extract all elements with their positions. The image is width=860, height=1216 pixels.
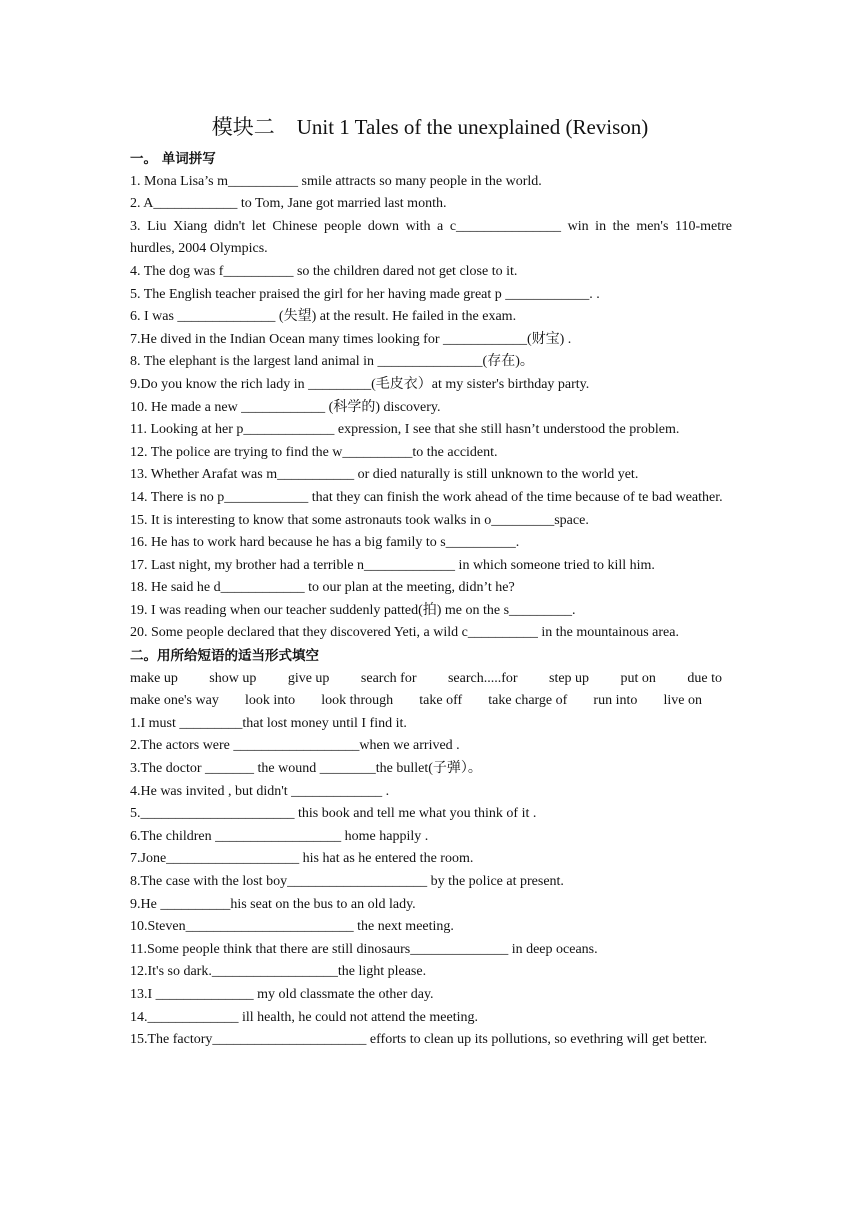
phrase: look into: [244, 693, 296, 709]
phrase: search.....for: [447, 670, 518, 686]
spelling-item: 7.He dived in the Indian Ocean many times looking for ____________(财宝) .: [130, 331, 572, 347]
spelling-item: 5. The English teacher praised the girl for her having made great p ____________. .: [130, 286, 600, 302]
phrase: show up: [209, 670, 257, 686]
phrase-item: 3.The doctor _______ the wound ________the bullet(子弹）。: [130, 761, 482, 777]
phrase-item: 15.The factory______________________ efforts to clean up its pollutions, so evethring will get better.: [130, 1032, 708, 1048]
spelling-item: 8. The elephant is the largest land animal in _______________(存在)。: [130, 354, 534, 370]
phrase: search for: [360, 670, 417, 686]
phrase-item: 6.The children __________________ home happily .: [130, 828, 429, 844]
phrase: due to: [687, 670, 722, 686]
phrase: step up: [549, 670, 590, 686]
phrase-item: 4.He was invited , but didn't _____________ .: [130, 783, 390, 799]
section-heading-spelling: 一。 单词拼写: [130, 151, 216, 167]
spelling-item: 20. Some people declared that they discovered Yeti, a wild c__________ in the mountainous area.: [130, 625, 679, 641]
spelling-item: 2. A____________ to Tom, Jane got married last month.: [130, 196, 447, 212]
spelling-item: 4. The dog was f__________ so the children dared not get close to it.: [130, 263, 518, 279]
spelling-item: 14. There is no p____________ that they can finish the work ahead of the time because of te bad weather.: [130, 489, 723, 505]
phrase-item: 11.Some people think that there are still dinosaurs______________ in deep oceans.: [130, 941, 598, 957]
page-title-en: Unit 1 Tales of the unexplained (Revison): [296, 115, 649, 139]
spelling-item: 13. Whether Arafat was m___________ or died naturally is still unknown to the world yet.: [130, 467, 639, 483]
phrase-item: 5.______________________ this book and tell me what you think of it .: [130, 806, 537, 822]
phrase-item: 13.I ______________ my old classmate the other day.: [130, 986, 434, 1002]
phrase: take off: [419, 693, 463, 709]
phrase-item: 7.Jone___________________ his hat as he entered the room.: [130, 851, 474, 867]
phrase: give up: [287, 670, 330, 686]
worksheet-content: [130, 148, 732, 1052]
phrase: put on: [620, 670, 656, 686]
section-heading-phrases: 二。用所给短语的适当形式填空: [130, 648, 319, 665]
spelling-item: 16. He has to work hard because he has a big family to s__________.: [130, 535, 520, 551]
spelling-item: 6. I was ______________ (失望) at the result. He failed in the exam.: [130, 309, 517, 325]
spelling-item: 17. Last night, my brother had a terrible n_____________ in which someone tried to kill him.: [130, 557, 655, 573]
phrase: live on: [663, 693, 702, 709]
phrase-item: 8.The case with the lost boy____________________ by the police at present.: [130, 874, 564, 889]
spelling-item: 15. It is interesting to know that some astronauts took walks in o_________space.: [130, 512, 589, 528]
spelling-item: 19. I was reading when our teacher suddenly patted(拍) me on the s_________.: [130, 602, 576, 618]
phrase-item: 1.I must _________that lost money until I find it.: [130, 715, 407, 731]
phrase-item: 14._____________ ill health, he could not attend the meeting.: [130, 1009, 478, 1025]
phrase-bank-row-2: [130, 690, 702, 713]
spelling-item: 3. Liu Xiang didn't let Chinese people down with a c_______________ win in the men's 110-metre hurdles, 2004 Olympics.: [130, 218, 732, 257]
phrase: make up: [130, 670, 178, 686]
phrase: take charge of: [488, 693, 568, 709]
page-title-cn: 模块二: [211, 115, 275, 139]
phrase: look through: [321, 693, 394, 709]
spelling-item: 1. Mona Lisa’s m__________ smile attracts so many people in the world.: [130, 173, 542, 189]
page-title: [0, 113, 860, 141]
spelling-item: 9.Do you know the rich lady in _________(毛皮衣）at my sister's birthday party.: [130, 376, 590, 392]
phrase-item: 10.Steven________________________ the next meeting.: [130, 919, 454, 935]
phrase: run into: [593, 693, 638, 709]
phrase-item: 12.It's so dark.__________________the light please.: [130, 964, 427, 980]
spelling-item: 11. Looking at her p_____________ expression, I see that she still hasn’t understood the problem.: [130, 422, 680, 438]
phrase-bank-row-1: [130, 668, 722, 691]
phrase-item: 9.He __________his seat on the bus to an old lady.: [130, 896, 416, 912]
phrase-item: 2.The actors were __________________when we arrived .: [130, 738, 460, 754]
phrase: make one's way: [130, 693, 219, 709]
spelling-item: 10. He made a new ____________ (科学的) discovery.: [130, 399, 441, 415]
spelling-item: 12. The police are trying to find the w__________to the accident.: [130, 444, 498, 460]
spelling-item: 18. He said he d____________ to our plan at the meeting, didn’t he?: [130, 580, 515, 596]
